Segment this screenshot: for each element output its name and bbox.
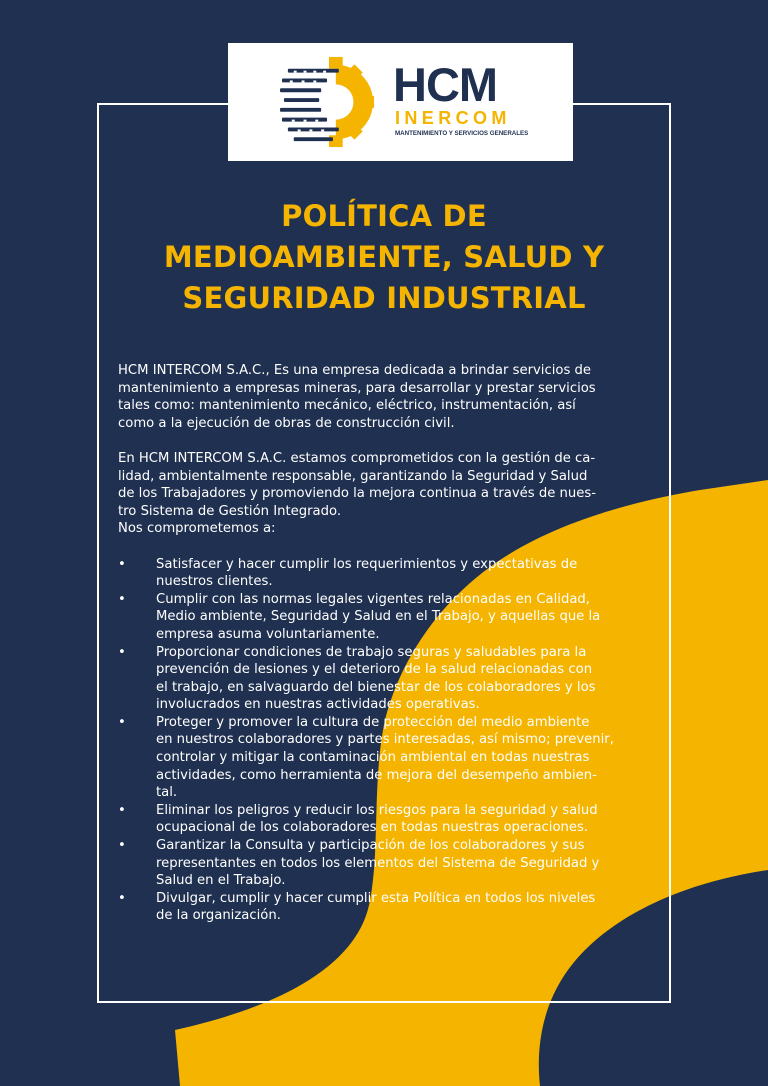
list-item-line: ocupacional de los colaboradores en todas nuestras operaciones.: [156, 820, 589, 836]
list-item-line: actividades, como herramienta de mejora del desempeño ambien-: [156, 767, 597, 783]
list-item: [118, 644, 688, 714]
paragraph-gap: [118, 432, 688, 450]
list-item-line: • Divulgar, cumplir y hacer cumplir esta Política en todos los niveles: [156, 890, 596, 906]
logo-brand-text: HCM: [393, 58, 498, 111]
paragraph-gap: [118, 538, 688, 556]
list-item-line: • Cumplir con las normas legales vigentes relacionadas en Calidad,: [156, 591, 590, 607]
list-item-line: Salud en el Trabajo.: [156, 873, 286, 889]
list-item: [118, 556, 688, 591]
gear-with-speed-lines-icon: [280, 55, 378, 149]
list-item-line: empresa asuma voluntariamente.: [156, 626, 380, 642]
logo-sub-text: INERCOM: [395, 108, 511, 128]
list-item: [118, 837, 688, 890]
company-logo: [228, 43, 573, 161]
title-line-2: MEDIOAMBIENTE, SALUD Y: [163, 240, 605, 274]
list-item-line: nuestros clientes.: [156, 574, 273, 590]
policy-body: [118, 362, 688, 925]
list-item: [118, 591, 688, 644]
logo-tagline: MANTENIMIENTO Y SERVICIOS GENERALES: [395, 130, 529, 137]
list-item: [118, 890, 688, 925]
list-item-line: representantes en todos los elementos del Sistema de Seguridad y: [156, 855, 600, 871]
list-item-line: tal.: [156, 785, 178, 801]
list-item-line: controlar y mitigar la contaminación ambiental en todas nuestras: [156, 750, 590, 766]
intro-line: mantenimiento a empresas mineras, para desarrollar y prestar servicios: [118, 380, 596, 396]
intro-line: HCM INTERCOM S.A.C., Es una empresa dedicada a brindar servicios de: [118, 363, 591, 378]
list-item-line: • Eliminar los peligros y reducir los riesgos para la seguridad y salud: [156, 802, 598, 818]
intro-line: como a la ejecución de obras de construcción civil.: [118, 415, 455, 431]
list-item-line: el trabajo, en salvaguardo del bienestar de los colaboradores y los: [156, 679, 596, 695]
commitment-paragraph: [118, 450, 688, 538]
list-item-line: en nuestros colaboradores y partes interesadas, así mismo; prevenir,: [156, 732, 614, 748]
intro-line: tales como: mantenimiento mecánico, eléctrico, instrumentación, así: [118, 398, 576, 414]
page-title: [97, 196, 671, 319]
list-item-line: involucrados en nuestras actividades operativas.: [156, 697, 480, 713]
commitments-list: [118, 556, 688, 925]
list-item-line: • Proporcionar condiciones de trabajo seguras y saludables para la: [156, 644, 587, 660]
list-item-line: • Proteger y promover la cultura de protección del medio ambiente: [156, 714, 590, 730]
list-item: [118, 802, 688, 837]
intro-paragraph: [118, 362, 688, 432]
commitment-line: tro Sistema de Gestión Integrado.: [118, 503, 342, 519]
list-item-line: prevención de lesiones y el deterioro de la salud relacionadas con: [156, 662, 593, 678]
list-item-line: de la organización.: [156, 908, 281, 924]
list-item-line: Medio ambiente, Seguridad y Salud en el Trabajo, y aquellas que la: [156, 609, 601, 625]
title-line-3: SEGURIDAD INDUSTRIAL: [182, 281, 586, 315]
commitment-line: lidad, ambientalmente responsable, garantizando la Seguridad y Salud: [118, 468, 588, 484]
commitment-line: Nos comprometemos a:: [118, 521, 276, 537]
commitment-line: de los Trabajadores y promoviendo la mejora continua a través de nues-: [118, 486, 596, 502]
list-item: [118, 714, 688, 802]
title-line-1: POLÍTICA DE: [281, 199, 487, 233]
list-item-line: • Garantizar la Consulta y participación de los colaboradores y sus: [156, 838, 585, 854]
commitment-line: En HCM INTERCOM S.A.C. estamos comprometidos con la gestión de ca-: [118, 450, 596, 466]
list-item-line: • Satisfacer y hacer cumplir los requerimientos y expectativas de: [156, 556, 578, 572]
